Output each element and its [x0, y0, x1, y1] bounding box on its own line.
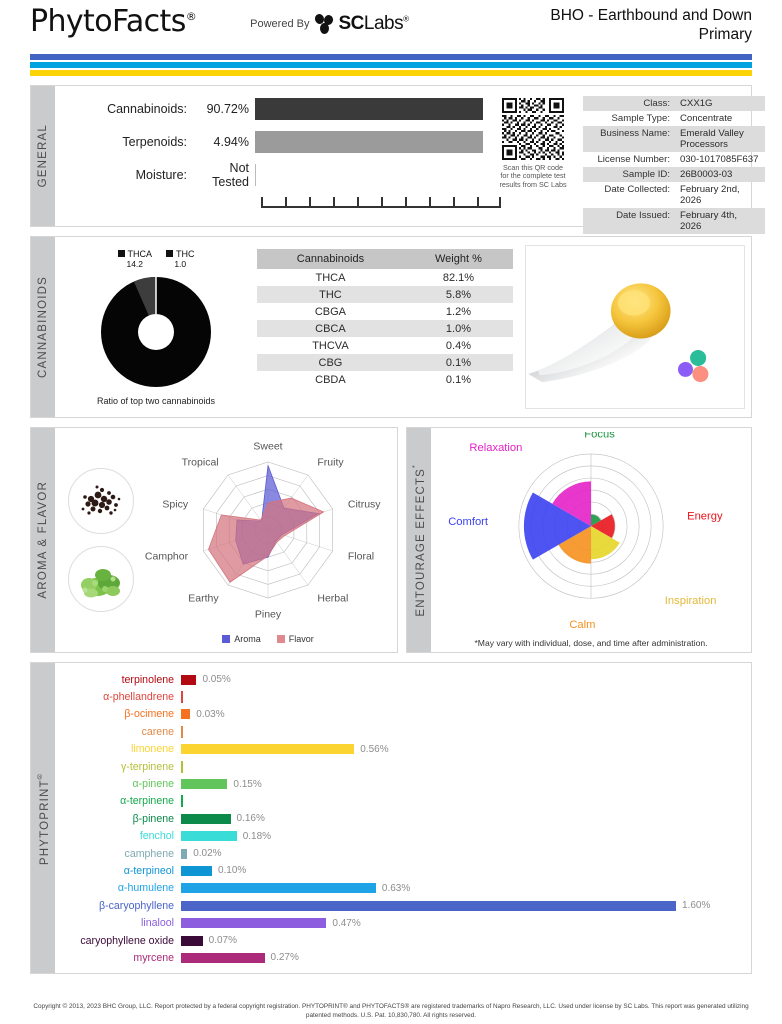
terpene-name: α-phellandrene — [103, 691, 174, 704]
table-row — [257, 320, 513, 337]
report-title-line1: BHO - Earthbound and Down — [550, 7, 752, 24]
cannabinoid-weight: 5.8% — [404, 286, 513, 303]
phytoprint-body — [55, 663, 751, 973]
aroma-legend-item-aroma — [222, 634, 261, 644]
aroma-photos — [59, 434, 143, 646]
terpene-bar — [181, 901, 676, 911]
table-row — [257, 269, 513, 286]
terpene-bar — [181, 675, 196, 685]
report-header — [16, 0, 766, 50]
table-row — [257, 371, 513, 388]
radar-axis-label: Floral — [347, 550, 375, 563]
sample-info-value: February 2nd, 2026 — [680, 184, 740, 206]
general-summary-bars — [63, 96, 483, 218]
terpene-value: 0.56% — [360, 743, 389, 755]
terpene-value: 0.05% — [202, 674, 231, 686]
terpene-value: 0.47% — [332, 917, 361, 929]
aroma-entourage-row — [30, 427, 752, 653]
terpene-bar-area — [181, 813, 745, 824]
general-row-cannabinoids — [63, 96, 483, 122]
general-value-moisture: Not Tested — [212, 161, 249, 189]
sample-info-key: Business Name: — [600, 128, 670, 139]
sample-info-row — [583, 167, 765, 182]
radar-axis-label: Citrusy — [347, 498, 381, 511]
terpene-row — [61, 949, 745, 966]
cannabinoid-name: CBCA — [257, 320, 404, 337]
cannabinoids-side-label — [31, 237, 55, 417]
cannabinoids-body — [55, 237, 751, 417]
terpene-bar-chart — [61, 671, 745, 967]
terpene-row — [61, 897, 745, 914]
donut-legend-item-thca — [118, 249, 153, 269]
terpene-bar-area — [181, 952, 745, 963]
sc-labs-name-bold: SC — [338, 13, 364, 34]
terpene-row — [61, 671, 745, 688]
aroma-side-label-text: AROMA & FLAVOR — [37, 481, 49, 599]
terpene-row — [61, 775, 745, 792]
terpene-bar — [181, 953, 265, 963]
terpene-bar-area — [181, 883, 745, 894]
sample-info-key: Sample ID: — [622, 169, 670, 180]
terpene-bar — [181, 814, 231, 824]
sample-info-key: Sample Type: — [611, 113, 670, 124]
general-section — [30, 85, 759, 232]
sc-labs-logo — [315, 13, 408, 35]
terpene-row — [61, 932, 745, 949]
concentrate-dab-tool-photo — [526, 246, 744, 408]
terpene-name: γ-terpinene — [121, 760, 174, 773]
aroma-legend-label-flavor: Flavor — [288, 634, 314, 644]
general-body — [55, 86, 773, 232]
sample-info-value: Concentrate — [680, 113, 733, 124]
general-side-label-text: GENERAL — [37, 124, 49, 188]
table-row — [257, 337, 513, 354]
legend-swatch-flavor-icon — [277, 635, 285, 643]
sample-info-key: License Number: — [597, 154, 670, 165]
general-key-terpenoids: Terpenoids: — [122, 135, 187, 149]
cann-col-header-name: Cannabinoids — [257, 249, 404, 269]
terpene-row — [61, 914, 745, 931]
radar-axis-label: Herbal — [317, 592, 349, 605]
terpene-bar — [181, 866, 212, 876]
general-key-moisture: Moisture: — [135, 168, 187, 182]
donut-legend — [118, 249, 195, 269]
terpene-bar — [181, 726, 183, 738]
donut-legend-label-thca: THCA — [127, 249, 152, 259]
terpene-bar — [181, 936, 203, 946]
registered-mark: ® — [185, 10, 197, 23]
sample-info-key: Class: — [643, 98, 670, 109]
terpene-bar-area — [181, 744, 745, 755]
terpene-name: fenchol — [139, 830, 174, 843]
general-value-terpenoids: 4.94% — [213, 135, 249, 149]
brand-stripes — [30, 54, 752, 76]
sc-labs-dots-icon — [315, 14, 335, 34]
general-axis — [261, 195, 501, 211]
donut-legend-label-thc: THC — [176, 249, 195, 259]
sample-info-value: February 4th, 2026 — [680, 210, 738, 232]
terpene-value: 0.07% — [208, 935, 238, 947]
stripe-blue — [30, 54, 752, 60]
rose-axis-label: Relaxation — [469, 442, 523, 455]
stripe-cyan — [30, 62, 752, 68]
terpene-bar — [181, 691, 183, 703]
terpene-bar — [181, 744, 354, 754]
sample-info-row — [583, 152, 765, 167]
terpene-name: β-pinene — [132, 812, 174, 825]
radar-axis-label: Piney — [254, 608, 282, 621]
legend-swatch-icon — [118, 250, 125, 257]
legend-swatch-aroma-icon — [222, 635, 230, 643]
cannabinoid-ratio-donut-chart — [61, 245, 251, 409]
sample-info-row — [583, 126, 765, 152]
terpene-value: 0.16% — [236, 813, 265, 825]
general-row-moisture — [63, 162, 483, 188]
terpene-value: 0.03% — [196, 708, 225, 720]
terpene-row — [61, 706, 745, 723]
phytofacts-logo: PhytoFacts® — [30, 4, 197, 39]
terpene-bar — [181, 849, 187, 859]
terpene-value: 0.02% — [193, 848, 222, 860]
entourage-body — [431, 428, 751, 652]
sample-info-value: Emerald Valley Processors — [680, 128, 744, 150]
sample-info-value: 26B0003-03 — [680, 169, 733, 180]
terpene-bar — [181, 779, 227, 789]
terpene-bar-area — [181, 900, 745, 911]
entourage-side-label-text: ENTOURAGE EFFECTS* — [411, 463, 427, 617]
radar-axis-label: Tropical — [181, 456, 219, 469]
cannabinoid-name: CBDA — [315, 373, 346, 386]
green-herbs-photo — [68, 546, 134, 612]
donut-chart-svg — [96, 272, 216, 392]
terpene-bar-area — [181, 795, 745, 807]
donut-legend-value-thca: 14.2 — [126, 259, 144, 269]
terpene-value: 0.10% — [217, 865, 247, 877]
cannabinoid-name: CBGA — [314, 305, 347, 318]
entourage-rose-chart — [435, 432, 747, 628]
terpene-bar-area — [181, 709, 745, 720]
terpene-name: limonene — [131, 743, 174, 756]
terpene-row — [61, 810, 745, 827]
report-title-line2: Primary — [698, 26, 752, 43]
terpene-value: 1.60% — [682, 900, 711, 912]
terpene-name: camphene — [124, 847, 174, 860]
terpene-bar — [181, 831, 237, 841]
cannabinoid-name: THCVA — [312, 339, 349, 352]
entourage-note: *May vary with individual, dose, and time after administration. — [474, 638, 708, 648]
cannabinoid-weight: 1.2% — [445, 305, 471, 318]
cannabinoid-weight: 82.1% — [442, 271, 475, 284]
terpene-value: 0.27% — [270, 952, 299, 964]
cannabinoids-section — [30, 236, 752, 418]
terpene-bar-area — [181, 831, 745, 842]
radar-axis-label: Sweet — [253, 440, 283, 453]
sample-info-row — [583, 208, 765, 234]
terpene-row — [61, 828, 745, 845]
sample-info-table — [583, 96, 765, 232]
qr-code-icon[interactable] — [502, 98, 564, 160]
cannabinoid-weight: 1.0% — [404, 320, 513, 337]
radar-axis-label: Spicy — [162, 498, 189, 511]
rose-axis-label: Focus — [584, 432, 615, 441]
terpene-value: 0.15% — [233, 778, 262, 790]
terpene-bar-area — [181, 918, 745, 929]
phytoprint-section — [30, 662, 752, 974]
cannabinoids-side-label-text: CANNABINOIDS — [37, 276, 49, 378]
terpene-bar — [181, 883, 376, 893]
sc-labs-name-thin: Labs — [363, 13, 404, 34]
sample-info-key: Date Collected: — [604, 184, 670, 195]
phytoprint-side-label-text: PHYTOPRINT® — [35, 770, 51, 866]
terpene-name: linalool — [141, 917, 174, 930]
sample-info-row — [583, 111, 765, 126]
donut-legend-value-thc: 1.0 — [174, 259, 187, 269]
general-bar-terpenoids — [255, 131, 483, 153]
stripe-yellow — [30, 70, 752, 76]
aroma-radar-svg — [143, 434, 393, 626]
aroma-flavor-section — [30, 427, 398, 653]
general-value-cannabinoids: 90.72% — [206, 102, 249, 116]
peppercorns-icon — [69, 469, 134, 534]
sc-labs-registered-mark: ® — [403, 14, 409, 24]
legend-swatch-icon — [166, 250, 173, 257]
report-title — [550, 4, 752, 44]
terpene-name: α-terpineol — [123, 864, 174, 877]
rose-axis-label: Comfort — [448, 515, 489, 528]
general-side-label — [31, 86, 55, 226]
radar-axis-label: Fruity — [317, 456, 344, 469]
rose-axis-label: Inspiration — [664, 594, 717, 607]
copyright-footer: Copyright © 2013, 2023 BHC Group, LLC. Report protected by a federal copyright registration. PHYTOPRINT® and PHYTOFACTS® are registered trademarks of Napro Research, LLC. Used under license by SC Labs. This report was generated utilizing patented methods. U.S. Pat. 10,830,780. All rights reserved. — [33, 1003, 749, 1019]
donut-legend-item-thc — [166, 249, 195, 269]
aroma-legend-label-aroma: Aroma — [234, 634, 261, 644]
radar-series-flavor — [209, 498, 324, 582]
terpene-name: carene — [141, 725, 174, 738]
powered-by-label: Powered By — [250, 18, 310, 30]
general-bar-moisture — [255, 164, 256, 186]
peppercorns-photo — [68, 468, 134, 534]
terpene-value: 0.18% — [242, 830, 272, 842]
terpene-bar-area — [181, 848, 745, 859]
green-herbs-icon — [69, 547, 134, 612]
terpene-name: β-caryophyllene — [99, 899, 174, 912]
rose-axis-label: Energy — [687, 510, 723, 523]
aroma-body — [55, 428, 397, 652]
cannabinoid-name: THC — [257, 286, 404, 303]
terpene-bar-area — [181, 726, 745, 738]
terpene-row — [61, 741, 745, 758]
terpene-name: caryophyllene oxide — [80, 934, 174, 947]
entourage-side-label — [407, 428, 431, 652]
terpene-row — [61, 880, 745, 897]
terpene-bar-area — [181, 761, 745, 773]
general-row-terpenoids — [63, 129, 483, 155]
terpene-row — [61, 758, 745, 775]
cann-col-header-weight: Weight % — [404, 249, 513, 269]
general-bar-cannabinoids — [255, 98, 483, 120]
table-row — [257, 303, 513, 320]
terpene-bar-area — [181, 691, 745, 703]
terpene-name: α-humulene — [117, 882, 174, 895]
terpene-bar-area — [181, 935, 745, 946]
entourage-effects-section — [406, 427, 752, 653]
terpene-bar — [181, 761, 183, 773]
phytoprint-side-label — [31, 663, 55, 973]
sample-info-value: CXX1G — [680, 98, 713, 109]
terpene-row — [61, 862, 745, 879]
cannabinoid-weight: 0.1% — [445, 373, 471, 386]
aroma-legend — [143, 634, 393, 644]
terpene-name: terpinolene — [121, 673, 174, 686]
terpene-bar-area — [181, 865, 745, 876]
cannabinoid-weight: 0.1% — [404, 354, 513, 371]
sample-info-row — [583, 96, 765, 111]
aroma-side-label — [31, 428, 55, 652]
terpene-name: myrcene — [133, 951, 174, 964]
terpene-bar — [181, 918, 326, 928]
sample-info-key: Date Issued: — [616, 210, 670, 221]
cannabinoid-name: CBG — [257, 354, 404, 371]
radar-axis-label: Camphor — [144, 550, 189, 563]
cannabinoid-weight: 0.4% — [445, 339, 471, 352]
qr-caption: Scan this QR code for the complete test results from SC Labs — [499, 163, 567, 189]
terpene-bar-area — [181, 674, 745, 685]
terpene-row — [61, 688, 745, 705]
rose-axis-label: Calm — [569, 618, 596, 628]
terpene-value: 0.63% — [381, 882, 411, 894]
aroma-flavor-radar-chart — [143, 434, 393, 646]
terpene-bar — [181, 709, 190, 719]
terpene-row — [61, 793, 745, 810]
cannabinoids-table — [257, 249, 513, 409]
sample-info-value: 030-1017085F637 — [680, 154, 759, 165]
donut-caption: Ratio of top two cannabinoids — [96, 396, 216, 406]
table-row — [257, 286, 513, 303]
table-row — [257, 354, 513, 371]
cannabinoid-name: THCA — [315, 271, 346, 284]
terpene-bar — [181, 795, 183, 807]
terpene-row — [61, 845, 745, 862]
terpene-name: α-pinene — [132, 778, 174, 791]
terpene-bar-area — [181, 779, 745, 790]
powered-by-block — [250, 13, 408, 35]
sample-info-row — [583, 182, 765, 208]
radar-axis-label: Earthy — [188, 592, 219, 605]
terpene-name: α-terpinene — [120, 795, 174, 808]
aroma-legend-item-flavor — [277, 634, 314, 644]
product-photo — [525, 245, 745, 409]
general-key-cannabinoids: Cannabinoids: — [107, 102, 187, 116]
terpene-row — [61, 723, 745, 740]
terpene-name: β-ocimene — [124, 708, 174, 721]
